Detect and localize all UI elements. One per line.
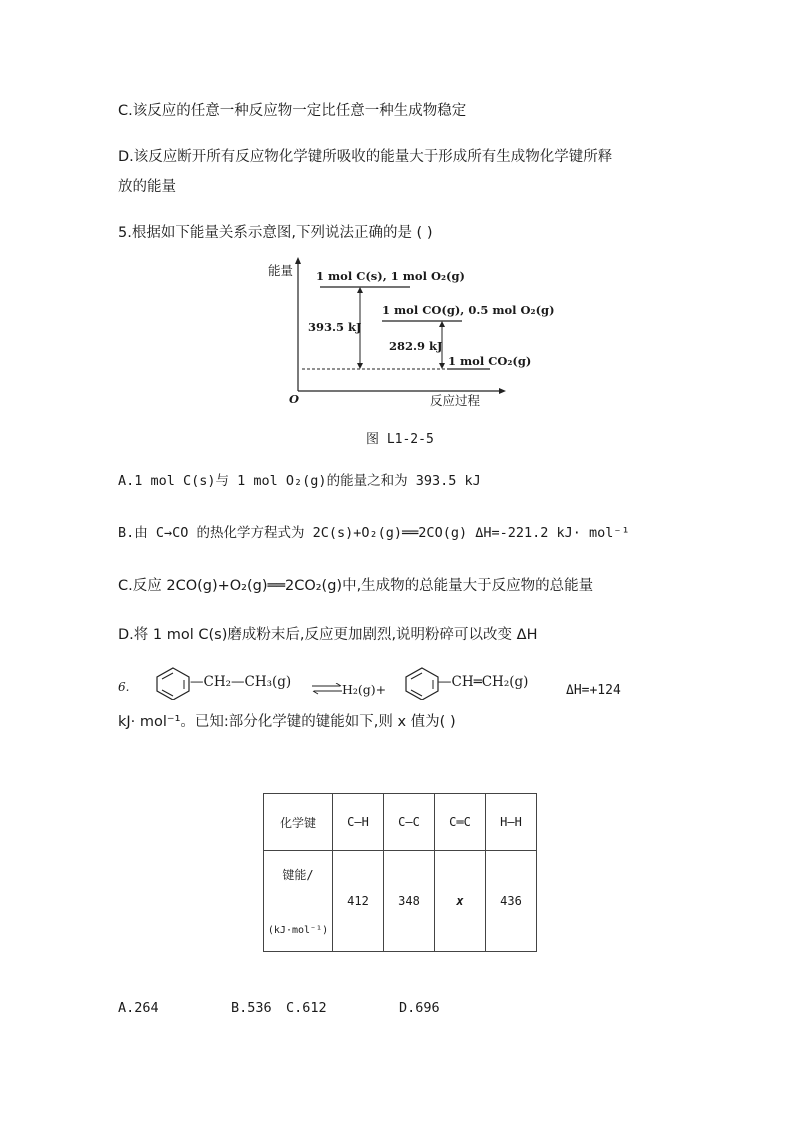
option-b-q6: B.536 xyxy=(231,1000,272,1016)
table-cell: 348 xyxy=(384,851,435,952)
table-header-cell: C—H xyxy=(333,794,384,851)
table-row xyxy=(264,851,537,952)
origin-label: O xyxy=(289,392,300,406)
level-mid-label: 1 mol CO(g), 0.5 mol O₂(g) xyxy=(382,303,555,317)
vinyl-chain: —CH═CH₂(g) xyxy=(438,674,529,690)
level-bottom-label: 1 mol CO₂(g) xyxy=(448,354,532,368)
option-d-q6: D.696 xyxy=(399,1000,440,1016)
y-axis-label: 能量 xyxy=(268,263,294,278)
delta-h-value: ΔH=+124 xyxy=(566,683,621,698)
option-c-q4: C.该反应的任意一种反应物一定比任意一种生成物稳定 xyxy=(118,103,467,119)
table-cell: x xyxy=(435,851,486,952)
table-cell: 436 xyxy=(486,851,537,952)
table-cell: 412 xyxy=(333,851,384,952)
delta-small-label: 282.9 kJ xyxy=(389,339,443,353)
x-axis-label: 反应过程 xyxy=(430,393,481,408)
question-6-stem-line2: kJ· mol⁻¹。已知:部分化学键的键能如下,则 x 值为( ) xyxy=(118,714,456,730)
table-header-cell: C═C xyxy=(435,794,486,851)
option-a-q5: A.1 mol C(s)与 1 mol O₂(g)的能量之和为 393.5 kJ xyxy=(118,473,481,489)
bond-energy-table xyxy=(263,793,537,952)
option-d-q4-line2: 放的能量 xyxy=(118,179,176,195)
benzene-ring-icon xyxy=(402,666,442,700)
figure-caption: 图 L1-2-5 xyxy=(366,432,434,447)
level-top-label: 1 mol C(s), 1 mol O₂(g) xyxy=(316,269,465,283)
row-label-cell xyxy=(264,851,333,952)
delta-big-label: 393.5 kJ xyxy=(308,320,362,334)
table-header-cell: 化学键 xyxy=(264,794,333,851)
table-header-cell: C—C xyxy=(384,794,435,851)
energy-diagram xyxy=(262,255,555,415)
table-header-cell: H—H xyxy=(486,794,537,851)
row-label-bottom: (kJ·mol⁻¹) xyxy=(267,925,329,936)
option-c-q6: C.612 xyxy=(286,1000,327,1016)
question-6-number: 6. xyxy=(118,680,130,694)
question-5-stem: 5.根据如下能量关系示意图,下列说法正确的是 ( ) xyxy=(118,225,433,241)
equilibrium-arrow-icon xyxy=(310,683,344,695)
option-c-q5: C.反应 2CO(g)+O₂(g)══2CO₂(g)中,生成物的总能量大于反应物的总能量 xyxy=(118,578,594,594)
option-a-q6: A.264 xyxy=(118,1000,159,1016)
benzene-ring-icon xyxy=(153,666,193,700)
option-b-q5: B.由 C→CO 的热化学方程式为 2C(s)+O₂(g)══2CO(g) ΔH=-221.2 kJ· mol⁻¹ xyxy=(118,525,630,541)
option-d-q4-line1: D.该反应断开所有反应物化学键所吸收的能量大于形成所有生成物化学键所释 xyxy=(118,149,613,165)
hydrogen-product: H₂(g)+ xyxy=(342,682,387,697)
option-d-q5: D.将 1 mol C(s)磨成粉末后,反应更加剧烈,说明粉碎可以改变 ΔH xyxy=(118,627,538,643)
ethyl-chain: —CH₂—CH₃(g) xyxy=(190,674,292,690)
table-header-row xyxy=(264,794,537,851)
row-label-top: 键能/ xyxy=(282,868,314,882)
